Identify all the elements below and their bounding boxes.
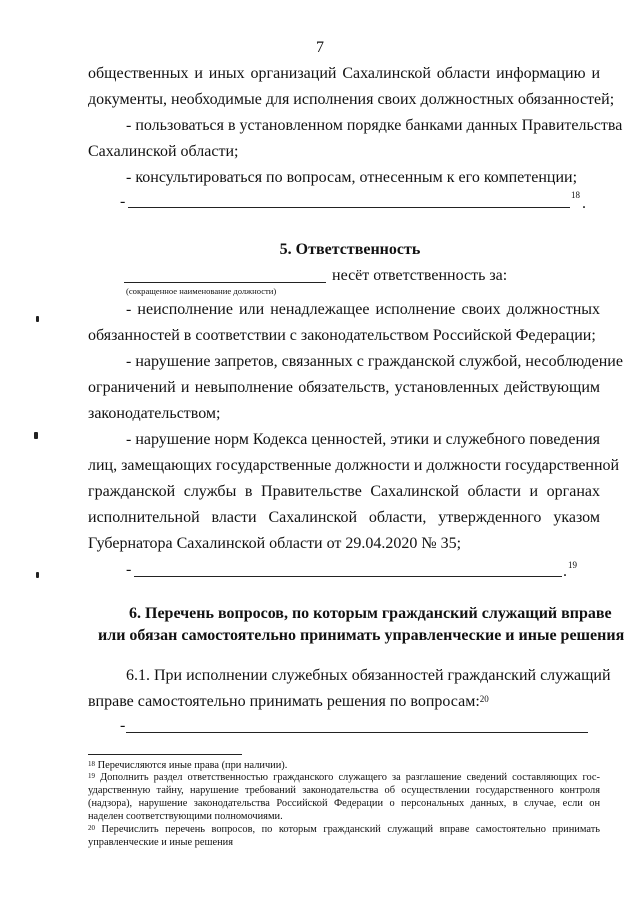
footnote-ref-20: 20: [479, 694, 489, 704]
section-heading: 5. Ответственность: [279, 241, 421, 258]
footnote-ref-18: 18: [571, 190, 580, 200]
footnote-separator: [88, 754, 242, 755]
paragraph-line: обязанностей в соответствии с законодательством Российской Федерации;: [88, 327, 596, 344]
fill-in-line: [126, 732, 588, 733]
footnote-19: $^{19}$ Дополнить раздел ответственностью гражданского служащего за разглашение сведений составляющих гос-: [88, 772, 600, 783]
footnote-number: 19: [88, 772, 95, 780]
scan-mark: [36, 572, 39, 578]
section-heading: или обязан самостоятельно принимать управленческие и иные решения: [98, 627, 625, 644]
paragraph-line: - нарушение норм Кодекса ценностей, этики и служебного поведения: [126, 431, 600, 448]
paragraph-line: общественных и иных организаций Сахалинской области информацию и: [88, 65, 600, 82]
footnote-line: управленческие и иные решения: [88, 837, 234, 848]
footnote-line: ударственную тайну, нарушение требований законодательства об осуществлении государственного контроля: [88, 785, 600, 796]
blank-end: .: [582, 195, 586, 212]
blank-dash: -: [120, 193, 126, 210]
paragraph-line: законодательством;: [88, 405, 221, 422]
footnote-20: $^{20}$ Перечислить перечень вопросов, по которым гражданский служащий вправе самостоятельно принимать: [88, 824, 600, 835]
paragraph-line: гражданской службы в Правительстве Сахалинской области и органах: [88, 483, 600, 500]
paragraph-line: исполнительной власти Сахалинской области, утвержденного указом: [88, 509, 600, 526]
blank-dash: -: [120, 717, 126, 734]
footnote-ref-19: 19: [568, 560, 577, 570]
position-fill-line: [124, 282, 326, 283]
scan-mark: [36, 316, 39, 322]
fill-in-line: [134, 576, 562, 577]
footnote-number: 20: [88, 824, 95, 832]
paragraph-line: - неисполнение или ненадлежащее исполнение своих должностных: [126, 301, 600, 318]
fill-in-line: [128, 207, 570, 208]
blank-end: .: [563, 563, 567, 580]
paragraph-line: - нарушение запретов, связанных с гражданской службой, несоблюдение: [126, 353, 623, 370]
scan-mark: [34, 432, 38, 439]
footnote-number: 18: [88, 760, 95, 768]
paragraph-line: вправе самостоятельно принимать решения по вопросам:$^{20}$: [88, 693, 489, 710]
paragraph-line: - пользоваться в установленном порядке банками данных Правительства: [126, 117, 623, 134]
responsibility-intro: несёт ответственность за:: [332, 267, 508, 284]
paragraph-line: лиц, замещающих государственные должности и должности государственной: [88, 457, 620, 474]
page-number: 7: [316, 39, 324, 56]
paragraph-line: Сахалинской области;: [88, 143, 239, 160]
paragraph-line: ограничений и невыполнение обязательств, установленных действующим: [88, 379, 600, 396]
paragraph-line: - консультироваться по вопросам, отнесенным к его компетенции;: [126, 169, 578, 186]
section-heading: 6. Перечень вопросов, по которым гражданский служащий вправе: [129, 605, 612, 622]
blank-dash: -: [126, 561, 132, 578]
paragraph-line: Губернатора Сахалинской области от 29.04.2020 № 35;: [88, 535, 462, 552]
paragraph-line: 6.1. При исполнении служебных обязанностей гражданский служащий: [126, 667, 611, 684]
footnote-line: (надзора), нарушение законодательства Российской Федерации о персональных данных, в случае, если он: [88, 798, 600, 809]
position-caption: (сокращенное наименование должности): [126, 286, 277, 296]
paragraph-line: документы, необходимые для исполнения своих должностных обязанностей;: [88, 91, 615, 108]
footnote-line: наделен соответствующими полномочиями.: [88, 811, 283, 822]
footnote-18: $^{18}$ Перечисляются иные права (при наличии).: [88, 760, 288, 771]
